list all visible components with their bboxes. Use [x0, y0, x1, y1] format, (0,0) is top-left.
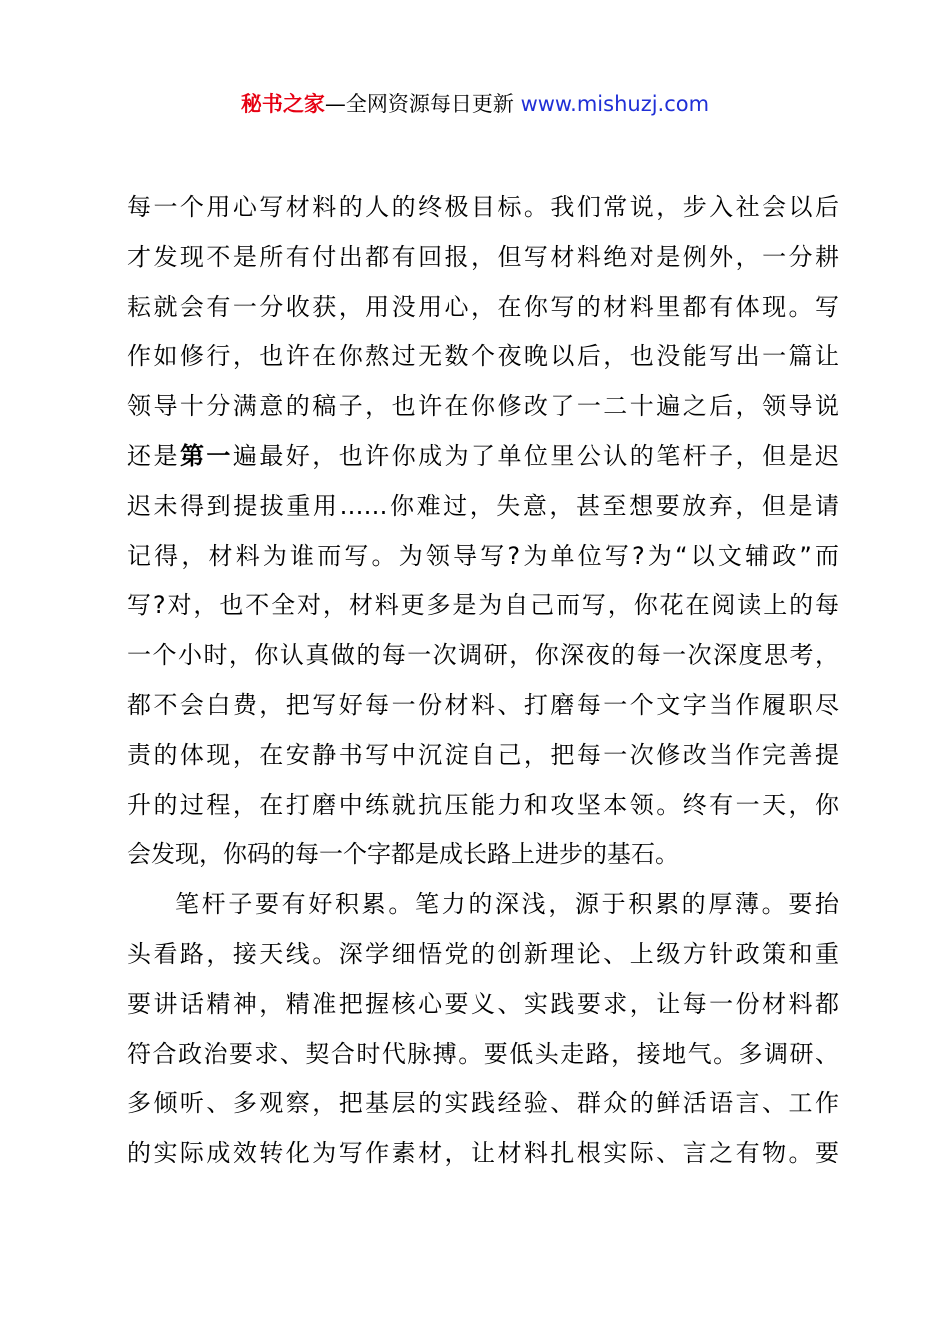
site-brand: 秘书之家 — [240, 92, 325, 116]
text-line: 符合政治要求、契合时代脉搏。要低头走路，接地气。多调研、 — [127, 1039, 839, 1068]
text-segment: 还是 — [127, 441, 180, 470]
site-url[interactable]: www.mishuzj.com — [520, 92, 710, 116]
site-header — [0, 88, 950, 120]
text-line: 升的过程，在打磨中练就抗压能力和攻坚本领。终有一天，你 — [127, 790, 839, 819]
site-slogan: —全网资源每日更新 — [324, 92, 521, 116]
document-body — [127, 183, 839, 1179]
text-line: 都不会白费，把写好每一份材料、打磨每一个文字当作履职尽 — [127, 690, 839, 719]
text-line: 写?对，也不全对，材料更多是为自己而写，你花在阅读上的每 — [127, 591, 839, 620]
text-line: 要讲话精神，精准把握核心要义、实践要求，让每一份材料都 — [127, 989, 839, 1018]
text-line: 会发现，你码的每一个字都是成长路上进步的基石。 — [127, 840, 679, 869]
bold-text: 第一 — [179, 441, 233, 470]
text-line: 头看路，接天线。深学细悟党的创新理论、上级方针政策和重 — [127, 939, 839, 968]
text-line: 才发现不是所有付出都有回报，但写材料绝对是例外，一分耕 — [127, 242, 839, 271]
text-line: 领导十分满意的稿子，也许在你修改了一二十遍之后，领导说 — [127, 392, 839, 421]
paragraph-2 — [127, 880, 839, 1179]
text-line-with-bold — [127, 432, 839, 482]
text-segment: 遍最好，也许你成为了单位里公认的笔杆子，但是迟 — [232, 441, 840, 470]
text-line: 笔杆子要有好积累。笔力的深浅，源于积累的厚薄。要抬 — [175, 890, 839, 919]
text-line: 耘就会有一分收获，用没用心，在你写的材料里都有体现。写 — [127, 292, 839, 321]
text-line: 每一个用心写材料的人的终极目标。我们常说，步入社会以后 — [127, 193, 839, 221]
paragraph-1 — [127, 183, 839, 880]
text-line: 责的体现，在安静书写中沉淀自己，把每一次修改当作完善提 — [127, 740, 839, 769]
text-line: 的实际成效转化为写作素材，让材料扎根实际、言之有物。要 — [127, 1139, 839, 1168]
text-line: 迟未得到提拔重用……你难过，失意，甚至想要放弃，但是请 — [127, 491, 839, 520]
text-line: 一个小时，你认真做的每一次调研，你深夜的每一次深度思考， — [127, 641, 839, 670]
text-line: 作如修行，也许在你熬过无数个夜晚以后，也没能写出一篇让 — [127, 342, 839, 371]
text-line: 多倾听、多观察，把基层的实践经验、群众的鲜活语言、工作 — [127, 1089, 839, 1118]
text-line: 记得，材料为谁而写。为领导写?为单位写?为“以文辅政”而 — [127, 541, 839, 570]
